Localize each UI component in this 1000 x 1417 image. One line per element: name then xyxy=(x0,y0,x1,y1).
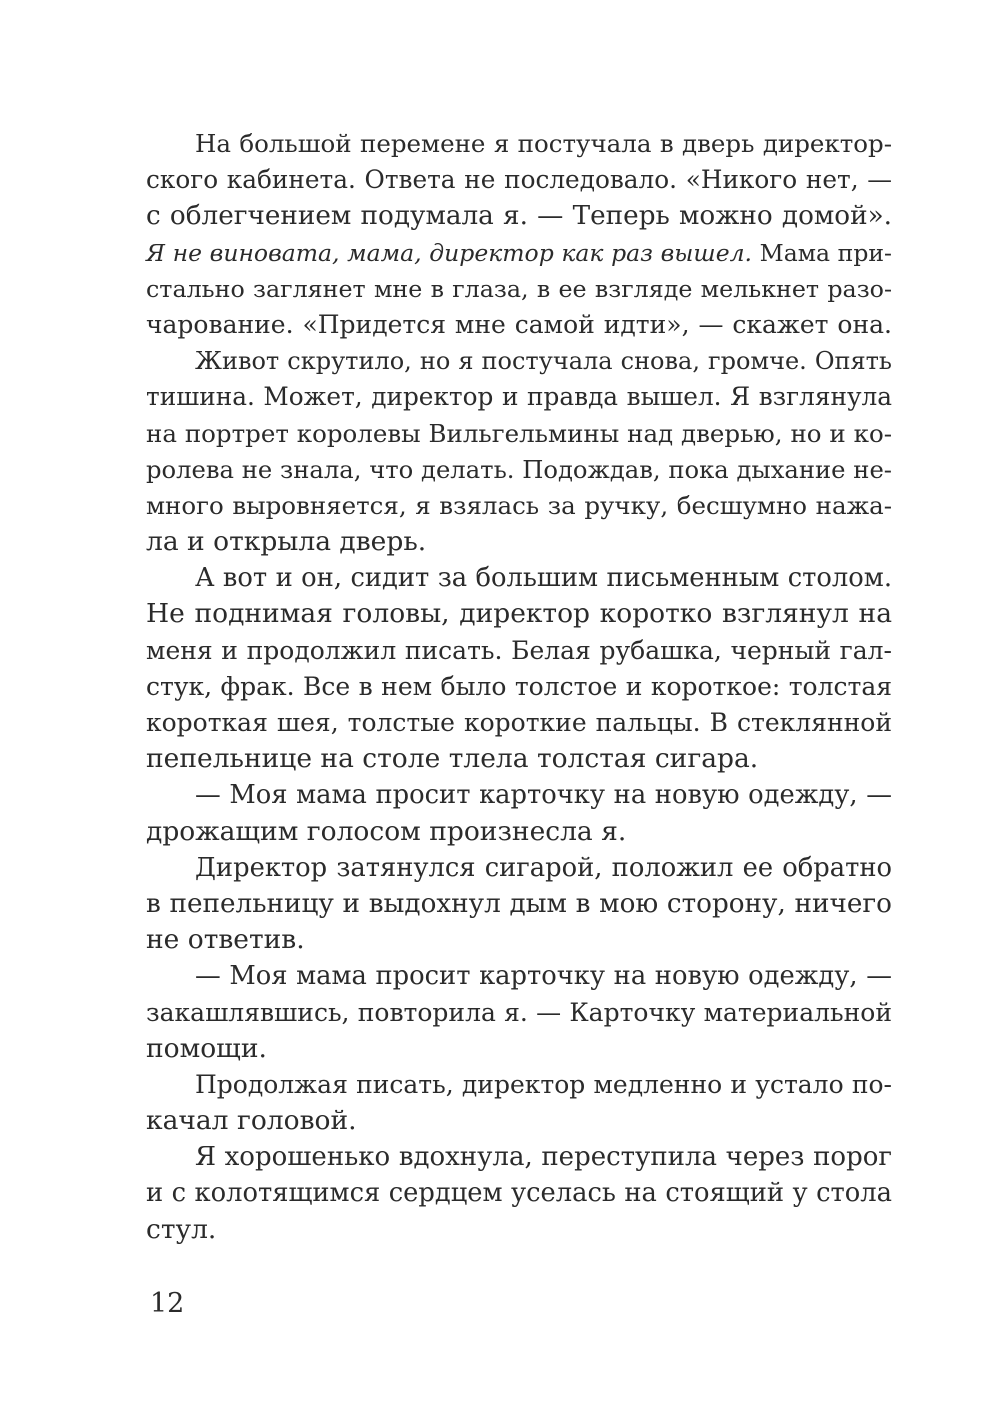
text-line: Продолжая писать, директор медленно и устало по- xyxy=(195,1069,892,1099)
text-line: — Моя мама просит карточку на новую одежду, — xyxy=(195,961,892,992)
text-line: Живот скрутило, но я постучала снова, громче. Опять xyxy=(195,347,892,376)
text-line: качал головой. xyxy=(146,1105,357,1137)
text-line: На большой перемене я постучала в дверь директор- xyxy=(195,129,892,158)
page-number: 12 xyxy=(150,1288,185,1319)
text-line: чарование. «Придется мне самой идти», — скажет она. xyxy=(146,309,892,339)
text-line: ла и открыла дверь. xyxy=(146,526,427,558)
italic-phrase: Я не виновата, мама, директор как раз вышел. xyxy=(146,238,753,267)
text-line: в пепельницу и выдохнул дым в мою сторону, ничего xyxy=(146,888,892,919)
text-line: пепельнице на столе тлела толстая сигара. xyxy=(146,743,759,775)
text-line: — Моя мама просит карточку на новую одежду, — xyxy=(195,780,892,811)
text-line: помощи. xyxy=(146,1032,267,1064)
text-line: короткая шея, толстые короткие пальцы. В стеклянной xyxy=(146,708,892,737)
text-line: на портрет королевы Вильгельмины над дверью, но и ко- xyxy=(146,418,892,448)
text-line: много выровняется, я взялась за ручку, бесшумно нажа- xyxy=(146,490,892,520)
text-line: А вот и он, сидит за большим письменным столом. xyxy=(195,563,892,594)
text-line: закашлявшись, повторила я. — Карточку материальной xyxy=(146,997,892,1027)
text-line: меня и продолжил писать. Белая рубашка, черный гал- xyxy=(146,635,892,665)
text-line: Я хорошенько вдохнула, переступила через порог xyxy=(195,1142,892,1173)
text-line: ролева не знала, что делать. Подождав, пока дыхание не- xyxy=(146,454,892,484)
text-line: с облегчением подумала я. — Теперь можно домой». xyxy=(146,201,892,232)
text-fragment: Мама при- xyxy=(752,238,892,267)
text-line: стул. xyxy=(146,1213,217,1245)
text-line: стук, фрак. Все в нем было толстое и короткое: толстая xyxy=(146,671,892,701)
text-line: и с колотящимся сердцем уселась на стоящий у стола xyxy=(146,1178,892,1209)
text-line: ского кабинета. Ответа не последовало. «Никого нет, — xyxy=(146,165,892,195)
body-text xyxy=(146,126,892,1248)
text-line: стально заглянет мне в глаза, в ее взгляде мелькнет разо- xyxy=(146,274,892,303)
text-line: не ответив. xyxy=(146,924,305,956)
text-line: Директор затянулся сигарой, положил ее обратно xyxy=(195,852,892,883)
text-line: тишина. Может, директор и правда вышел. Я взглянула xyxy=(146,382,892,412)
text-line xyxy=(146,235,892,271)
text-line: дрожащим голосом произнесла я. xyxy=(146,815,627,847)
text-line: Не поднимая головы, директор коротко взглянул на xyxy=(146,598,892,630)
